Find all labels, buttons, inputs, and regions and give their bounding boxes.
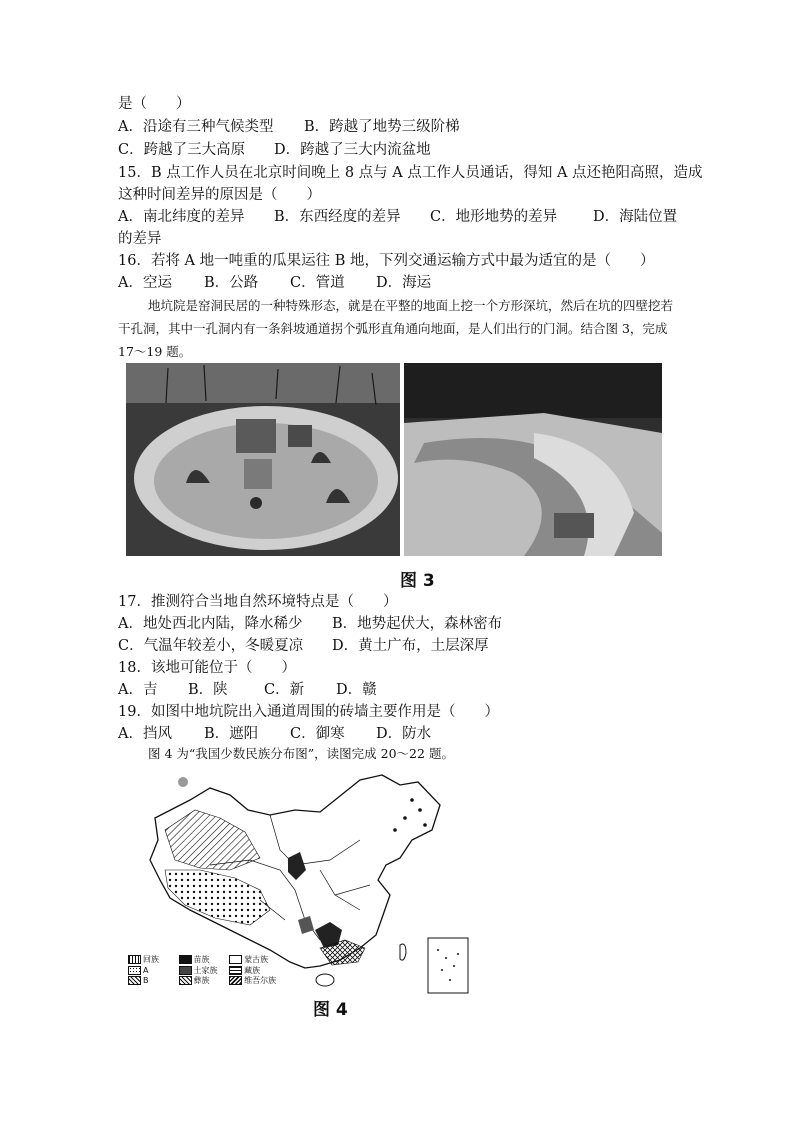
q19-option-b: B．遮阳 [204, 726, 259, 742]
legend-label: 藏族 [244, 965, 261, 975]
passage-pit-courtyard: 地坑院是窑洞民居的一种特殊形态，就是在平整的地面上挖一个方形深坑，然后在坑的四壁挖若干孔洞，其中一孔洞内有一条斜坡通道拐个弧形直角通向地面，是人们出行的门洞。结合图 3，完成 17～19 题。 [118, 298, 674, 359]
legend-item [229, 976, 277, 987]
legend-label: 维吾尔族 [244, 976, 277, 985]
miao-swatch-icon [179, 955, 192, 964]
legend-label: A [143, 965, 149, 975]
q14-option-b: B．跨越了地势三级阶梯 [304, 119, 460, 135]
legend-label: 土家族 [193, 965, 218, 975]
q17-option-a: A．地处西北内陆，降水稀少 [118, 616, 303, 632]
q19-stem: 19．如图中地坑院出入通道周围的砖墙主要作用是（ ） [118, 704, 499, 720]
legend-item [128, 976, 176, 987]
q14-option-a: A．沿途有三种气候类型 [118, 119, 274, 135]
q16-option-a: A．空运 [118, 275, 172, 291]
q14-option-d: D．跨越了三大内流盆地 [274, 142, 431, 158]
q17-options-row2 [118, 636, 489, 656]
q14-option-c: C．跨越了三大高原 [118, 142, 246, 158]
q14-stem-end: 是（ ） [118, 96, 191, 112]
figure3-label: 图 3 [400, 571, 435, 591]
q15-option-b: B．东西经度的差异 [274, 209, 401, 225]
q19-option-d: D．防水 [376, 726, 432, 742]
mongol-swatch-icon [229, 955, 242, 964]
legend-item [179, 955, 227, 966]
legend-item [179, 966, 227, 977]
legend-row [128, 976, 277, 987]
q16-stem: 16．若将 A 地一吨重的瓜果运往 B 地，下列交通运输方式中最为适宜的是（ ） [118, 253, 655, 269]
q18-option-a: A．吉 [118, 682, 158, 698]
q17-stem: 17．推测符合当地自然环境特点是（ ） [118, 594, 398, 610]
legend-item [179, 976, 227, 987]
legend-item [229, 966, 277, 977]
legend-label: 蒙古族 [244, 955, 269, 964]
q18-option-c: C．新 [264, 682, 305, 698]
tibetan-swatch-icon [229, 966, 242, 975]
q19-option-c: C．御寒 [290, 726, 345, 742]
q15-option-a: A．南北纬度的差异 [118, 209, 245, 225]
legend-label: 彝族 [193, 976, 210, 985]
q19-options [118, 724, 431, 744]
figure3-photo-right [404, 363, 662, 556]
legend-label: 回族 [143, 955, 159, 964]
tujia-swatch-icon [179, 966, 192, 975]
q16-option-d: D．海运 [376, 275, 432, 291]
q14-options-row2 [118, 140, 431, 160]
q17-option-b: B．地势起伏大，森林密布 [332, 616, 503, 632]
legend-item [128, 955, 176, 966]
q18-stem: 18．该地可能位于（ ） [118, 660, 296, 676]
pit-courtyard-ramp-photo [404, 363, 662, 556]
b-swatch-icon [128, 976, 141, 985]
figure3-photo-left [126, 363, 400, 556]
passage-minority-map: 图 4 为“我国少数民族分布图”，读图完成 20～22 题。 [148, 746, 454, 761]
yi-swatch-icon [179, 976, 192, 985]
q19-option-a: A．挡风 [118, 726, 172, 742]
q16-option-b: B．公路 [204, 275, 259, 291]
legend-row [128, 966, 277, 977]
legend-label: 苗族 [193, 955, 210, 964]
hui-swatch-icon [128, 955, 141, 964]
q17-options-row1 [118, 614, 502, 634]
q16-options [118, 273, 431, 293]
q18-option-b: B．陕 [188, 682, 228, 698]
a-swatch-icon [128, 966, 141, 975]
q14-options-row1 [118, 117, 460, 137]
legend-item [128, 966, 176, 977]
q15-option-c: C．地形地势的差异 [430, 209, 558, 225]
q18-options [118, 680, 377, 700]
legend-row [128, 955, 277, 966]
figure4-label: 图 4 [313, 1000, 348, 1020]
q15-options [118, 207, 677, 227]
q15-stem-line2: 这种时间差异的原因是（ ） [118, 187, 321, 203]
legend-item [229, 955, 277, 966]
q18-option-d: D．赣 [336, 682, 377, 698]
q17-option-d: D．黄土广布，土层深厚 [332, 638, 489, 654]
pit-courtyard-overview-photo [126, 363, 400, 556]
q15-option-d-continued: 的差异 [118, 231, 162, 247]
q15-option-d: D．海陆位置 [593, 209, 678, 225]
q17-option-c: C．气温年较差小，冬暖夏凉 [118, 638, 304, 654]
uyghur-swatch-icon [229, 976, 242, 985]
figure4-legend [128, 955, 277, 987]
legend-label: B [143, 976, 149, 985]
q15-stem-line1: 15．B 点工作人员在北京时间晚上 8 点与 A 点工作人员通话，得知 A 点还艳阳高照，造成 [118, 165, 703, 181]
q16-option-c: C．管道 [290, 275, 345, 291]
